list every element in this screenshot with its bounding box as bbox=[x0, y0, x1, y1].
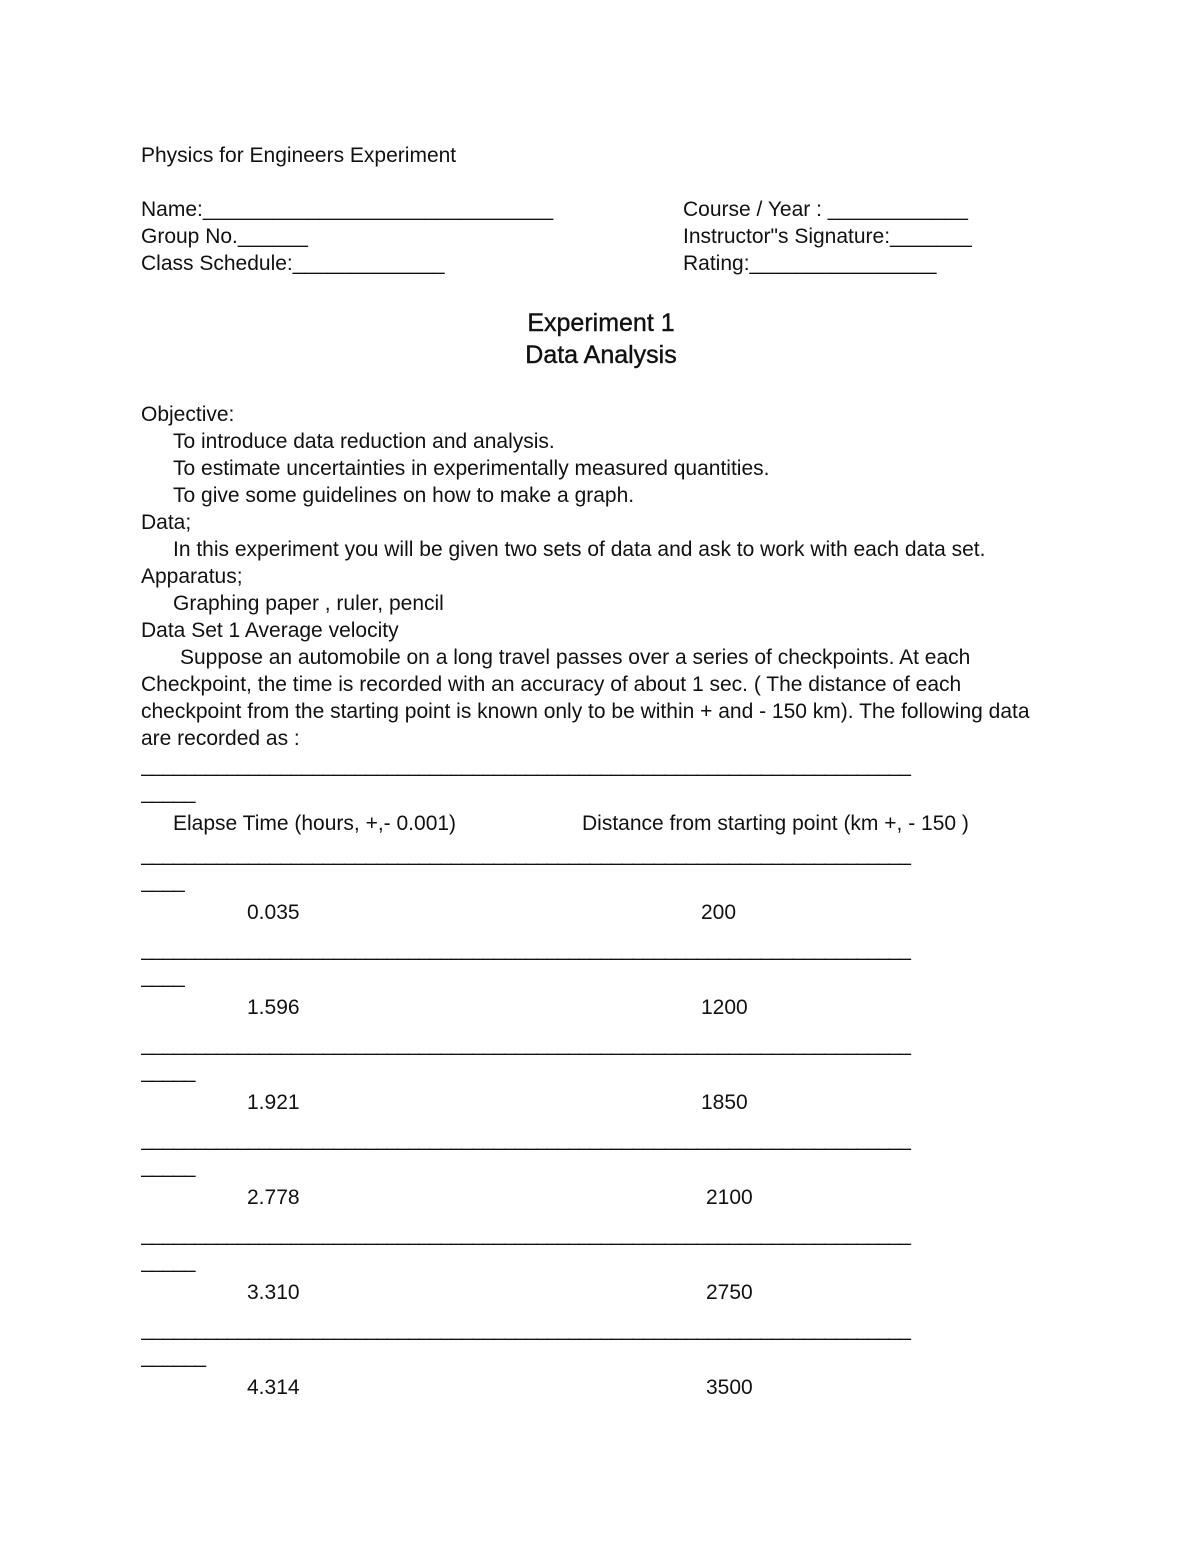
objective-label: Objective: bbox=[141, 403, 235, 426]
data-table bbox=[141, 752, 1061, 1401]
time-cell: 4.314 bbox=[247, 1376, 300, 1399]
distance-cell: 1200 bbox=[701, 996, 748, 1019]
data-label: Data; bbox=[141, 511, 192, 534]
distance-column-header: Distance from starting point (km +, - 150 ) bbox=[582, 812, 969, 835]
time-cell: 1.596 bbox=[247, 996, 300, 1019]
data-text: In this experiment you will be given two sets of data and ask to work with each data set. bbox=[173, 538, 986, 561]
data-set-1-label: Data Set 1 Average velocity bbox=[141, 619, 399, 642]
time-cell: 1.921 bbox=[247, 1091, 300, 1114]
table-rule: ________________________________________________________________________ _____ bbox=[141, 754, 910, 804]
data-set-1-text: Checkpoint, the time is recorded with an accuracy of about 1 sec. ( The distance of each checkpoint from the starting point is known only to be within + and - 150 km). The following data are recorded as : bbox=[141, 673, 1030, 750]
doc-title: Physics for Engineers Experiment bbox=[141, 144, 457, 167]
objective-section bbox=[141, 401, 1061, 509]
table-row bbox=[141, 994, 1061, 1021]
experiment-title: Data Analysis bbox=[525, 341, 677, 369]
name-field: Name:______________________________ bbox=[141, 198, 554, 221]
table-rule: ________________________________________________________________________ ____ bbox=[141, 938, 910, 988]
table-rule: ________________________________________________________________________ _____ bbox=[141, 1128, 910, 1178]
objective-item: To give some guidelines on how to make a graph. bbox=[173, 484, 635, 507]
data-section bbox=[141, 509, 1061, 563]
document-page bbox=[141, 142, 1061, 1411]
table-row bbox=[141, 1279, 1061, 1306]
apparatus-label: Apparatus; bbox=[141, 565, 243, 588]
time-cell: 2.778 bbox=[247, 1186, 300, 1209]
objective-item: To estimate uncertainties in experimentally measured quantities. bbox=[173, 457, 770, 480]
distance-cell: 2100 bbox=[706, 1186, 753, 1209]
objective-item: To introduce data reduction and analysis. bbox=[173, 430, 555, 453]
experiment-number: Experiment 1 bbox=[527, 309, 675, 337]
table-rule: ________________________________________________________________________ _____ bbox=[141, 1033, 910, 1083]
data-set-1-section bbox=[141, 617, 1061, 752]
apparatus-items: Graphing paper , ruler, pencil bbox=[173, 592, 444, 615]
table-rule: ________________________________________________________________________ _____ bbox=[141, 1223, 910, 1273]
table-header bbox=[141, 810, 1061, 837]
table-rule: ________________________________________________________________________ ______ bbox=[141, 1318, 910, 1368]
apparatus-section bbox=[141, 563, 1061, 617]
experiment-heading bbox=[141, 307, 1061, 371]
table-row bbox=[141, 1089, 1061, 1116]
time-column-header: Elapse Time (hours, +,- 0.001) bbox=[173, 812, 457, 835]
table-row bbox=[141, 1184, 1061, 1211]
distance-cell: 1850 bbox=[701, 1091, 748, 1114]
data-set-1-text-line1: Suppose an automobile on a long travel passes over a series of checkpoints. At each bbox=[180, 646, 971, 669]
table-row bbox=[141, 1374, 1061, 1401]
header-form bbox=[141, 196, 1061, 277]
group-no-field: Group No.______ bbox=[141, 225, 308, 248]
rating-field: Rating:________________ bbox=[683, 252, 937, 275]
distance-cell: 200 bbox=[701, 901, 737, 924]
distance-cell: 2750 bbox=[706, 1281, 753, 1304]
table-row bbox=[141, 899, 1061, 926]
distance-cell: 3500 bbox=[706, 1376, 753, 1399]
table-rule: ________________________________________________________________________ ____ bbox=[141, 843, 910, 893]
class-schedule-field: Class Schedule:_____________ bbox=[141, 252, 445, 275]
instructor-signature-field: Instructor"s Signature:_______ bbox=[683, 225, 972, 248]
time-cell: 3.310 bbox=[247, 1281, 300, 1304]
course-year-field: Course / Year : ____________ bbox=[683, 198, 968, 221]
time-cell: 0.035 bbox=[247, 901, 300, 924]
